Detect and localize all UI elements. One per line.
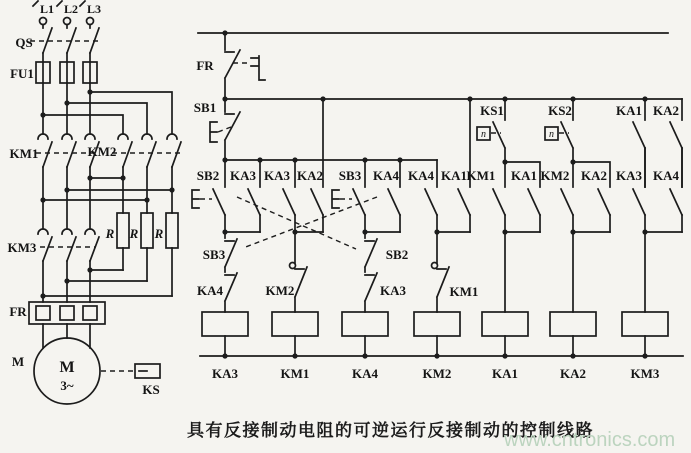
- label-r2: R: [129, 226, 139, 241]
- motor-phase: 3~: [60, 378, 74, 393]
- terminal-circle-icon: [40, 18, 47, 25]
- pushbutton-link-dashes: [237, 197, 377, 249]
- label-r1: R: [105, 226, 115, 241]
- label-qs: QS: [15, 35, 33, 50]
- row-label-ka3a: KA3: [230, 168, 256, 183]
- coil-label-ka2: KA2: [560, 366, 586, 381]
- coil-label-km1: KM1: [280, 366, 310, 381]
- label-nc-ka3: KA3: [380, 283, 406, 298]
- power-wiring-mid: [40, 167, 174, 228]
- ks1-n: n: [481, 129, 486, 140]
- fr-nc-contact-icon: [196, 33, 265, 99]
- ks1-contact-icon: [477, 99, 505, 162]
- motor-letter: M: [59, 359, 75, 376]
- ks2-n: n: [549, 129, 554, 140]
- nc-chain-km2: [266, 232, 307, 312]
- row-label-km2: KM2: [540, 168, 570, 183]
- label-km3: KM3: [7, 240, 37, 255]
- label-fr-control: FR: [196, 58, 214, 73]
- fr-overload-icon: [9, 302, 105, 324]
- terminal-circle-icon: [87, 18, 94, 25]
- coil-label-km2: KM2: [422, 366, 452, 381]
- label-l3: L3: [86, 2, 102, 16]
- row-label-ka2: KA2: [297, 168, 323, 183]
- label-nc-km2: KM2: [265, 283, 295, 298]
- label-nc-km1: KM1: [449, 284, 479, 299]
- braking-resistors-icon: [40, 213, 178, 299]
- row-label-ka3b: KA3: [264, 168, 290, 183]
- watermark: www.cntronics.com: [504, 429, 676, 451]
- nc-chain-km1: [432, 232, 479, 312]
- sb1-stop-button-icon: [194, 99, 240, 160]
- row-label-ka4a: KA4: [373, 168, 399, 183]
- row-label-ka4c: KA4: [653, 168, 679, 183]
- row-label-sb2: SB2: [196, 168, 220, 183]
- label-km1: KM1: [9, 146, 39, 161]
- figure-caption: 具有反接制动电阻的可逆运行反接制动的控制线路: [187, 421, 594, 440]
- coil-row-icon: [202, 312, 668, 381]
- speed-switch-ks-icon: [101, 364, 160, 397]
- km3-contacts-icon: [8, 229, 99, 302]
- label-km2: KM2: [87, 144, 117, 159]
- control-circuit: [192, 30, 683, 381]
- km1-km2-main-contacts-icon: [10, 134, 181, 167]
- label-l1: L1: [39, 2, 55, 16]
- row-label-ka2b: KA2: [581, 168, 607, 183]
- nc-chain-mid: [365, 232, 408, 312]
- supply-terminals: [33, 1, 101, 25]
- label-l2: L2: [63, 2, 79, 16]
- label-ks: KS: [142, 382, 160, 397]
- ks2-contact-icon: [545, 99, 573, 162]
- contact-row-icon: [192, 99, 682, 232]
- plain-coil-feeds: [505, 232, 645, 312]
- label-nc-ka4: KA4: [197, 283, 223, 298]
- label-ka1-top: KA1: [616, 103, 642, 118]
- power-circuit: [8, 1, 181, 404]
- coil-label-ka1: KA1: [492, 366, 518, 381]
- label-sb1: SB1: [193, 100, 217, 115]
- coil-label-ka4: KA4: [352, 366, 378, 381]
- row-label-ka1b: KA1: [511, 168, 537, 183]
- fuse-fu1-icon: [10, 53, 97, 83]
- motor-icon: [12, 324, 100, 404]
- label-r3: R: [154, 226, 164, 241]
- row-label-ka4b: KA4: [408, 168, 434, 183]
- label-nc-sb2: SB2: [385, 247, 409, 262]
- power-wiring-upper: [40, 83, 172, 133]
- label-ka2-top: KA2: [653, 103, 679, 118]
- label-m: M: [11, 354, 25, 369]
- row-label-sb3: SB3: [338, 168, 362, 183]
- label-nc-sb3: SB3: [202, 247, 226, 262]
- terminal-circle-icon: [64, 18, 71, 25]
- coil-label-ka3: KA3: [212, 366, 238, 381]
- control-buses: [198, 30, 683, 356]
- coil-label-km3: KM3: [630, 366, 660, 381]
- nc-chain-left: [197, 232, 237, 312]
- label-fu1: FU1: [10, 66, 34, 81]
- label-ks1: KS1: [480, 103, 504, 118]
- label-ks2: KS2: [548, 103, 572, 118]
- qs-switch-icon: [15, 25, 99, 54]
- row-label-ka1a: KA1: [441, 168, 467, 183]
- label-fr-power: FR: [9, 304, 27, 319]
- row-label-km1: KM1: [466, 168, 496, 183]
- row-label-ka3c: KA3: [616, 168, 642, 183]
